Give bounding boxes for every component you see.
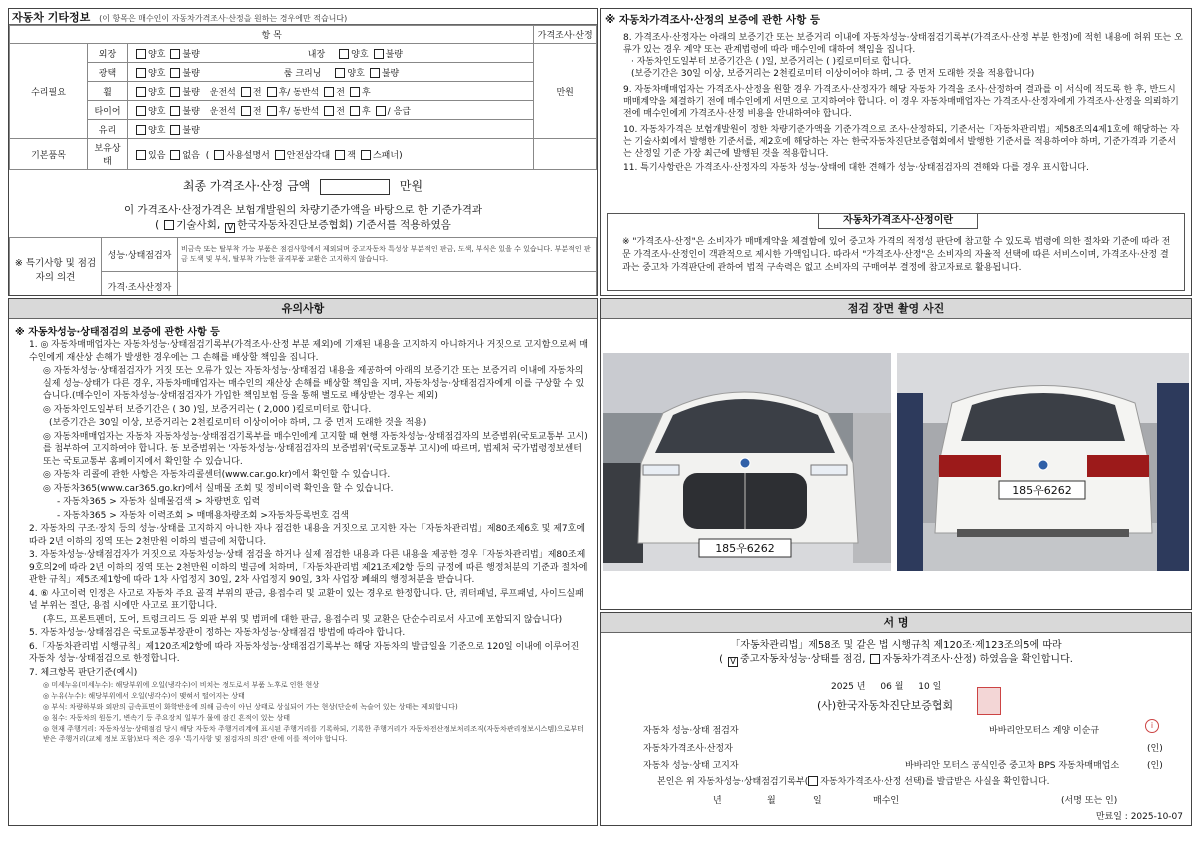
basis-line-2: ( 기술사회,V 한국자동차진단보증협회) 기준서를 적용하였음 (9, 218, 597, 233)
checkbox-manual[interactable] (214, 150, 224, 160)
price-definition-box (607, 213, 1185, 291)
price-assessor-note[interactable] (178, 271, 597, 296)
guarantee-item-9: 9. 자동차매매업자는 가격조사·산정을 원할 경우 가격조사·산정자가 해당 자동차 가격을 조사·산정하여 결과를 이 서식에 적도록 한 후, 반드시 매매계약을 체결하기 전에 매수인에게 서면으로 고지하여야 합니다. 이 경우 자동차매매업자는 가격조사·산정자에게 가격조사·산정을 의뢰하기 전에 매수인에게 가격조사·산정 비용을 안내하여야 합니다. (623, 85, 1179, 119)
buyer-day-label: 일 (813, 796, 822, 806)
note-2: 2. 자동차의 구조·장치 등의 성능·상태를 고지하지 아니한 자나 점검한 내용을 거짓으로 고지한 자는「자동차관리법」제80조제6호 및 제7호에 따라 2년 이하의 징역 또는 2천만원 이하의 벌금에 처합니다. (29, 524, 586, 547)
good-label: 양호 (351, 49, 369, 60)
front-label: 전 (252, 87, 262, 98)
row-wheel: 휠 (88, 82, 128, 101)
price-check-label: 자동차가격조사·산정) 하였음을 확인합니다. (882, 654, 1073, 665)
row-exterior: 외장 (88, 44, 128, 63)
basis-text (9, 203, 597, 233)
final-amount-unit: 만원 (399, 179, 424, 193)
passenger-label: / 동반석 (287, 106, 320, 117)
checkbox-spare[interactable] (376, 106, 386, 116)
checkbox-have[interactable] (136, 150, 146, 160)
other-info-panel (8, 8, 598, 296)
price-assessor-label: 가격·조사산정자 (102, 271, 178, 296)
sig-row-5 (713, 793, 1171, 806)
checkbox-good[interactable] (136, 125, 146, 135)
other-info-note: (이 항목은 매수인이 자동차가격조사·산정을 원하는 경우에만 적습니다) (99, 14, 348, 23)
note-6: 6.「자동차관리법 시행규칙」제120조제2항에 따라 자동차성능·상태점검기록부는 해당 자동차의 발급일을 기준으로 120일 이내에 이루어진 자동차 성능·상태점검으로 한정합니다. (29, 641, 580, 664)
checkbox-front[interactable] (241, 87, 251, 97)
own-label: 보유상태 (88, 139, 128, 170)
checkbox-rear[interactable] (267, 87, 277, 97)
note-3: 3. 자동차성능·상태점검자가 거짓으로 자동차성능·상태 점검을 하거나 실제 점검한 내용과 다른 내용을 제공한 경우「자동차관리법」제80조제9호의2에 따라 2년 이하의 징역 또는 2천만원 이하의 벌금에 처하며,「자동차관리법 제21조제2항 등의 규정에 따른 행정처분의 기준과 절차에 관한 규칙」제5조제1항에 따라 1차 사업정지 30일, 2차 사업정지 90일, 3차 사업장 폐쇄의 행정처분을 받습니다. (29, 550, 588, 585)
price-definition-text: ※ "가격조사·산정"은 소비자가 매매계약을 체결함에 있어 중고차 가격의 적정성 판단에 참고할 수 있도록 법령에 의한 절차와 기준에 따라 전문 가격조사·산정인이 객관적으로 제시한 가액입니다. 따라서 "가격조사·산정"은 소비자의 자율적 선택에 따른 서비스이며, 가격조사·산정 결과는 중고차 가격판단에 관하여 법적 구속력은 없고 소비자의 구매여부 결정에 참고자료로 활용됩니다. (622, 237, 1171, 273)
buyer-signature[interactable]: (서명 또는 인) (1061, 796, 1118, 806)
signature-bar: 서 명 (601, 613, 1191, 633)
checkbox-jack[interactable] (335, 150, 345, 160)
checkbox-rear[interactable] (350, 87, 360, 97)
front-label: 전 (336, 106, 345, 117)
row-tire: 타이어 (88, 101, 128, 120)
bad-label: 불량 (381, 68, 400, 79)
guarantee-item-8b: (보증기간은 30일 이상, 보증거리는 2천킬로미터 이상이어야 하며, 그 중 먼저 도래한 것을 적용합니다) (631, 69, 1035, 79)
price-guarantee-panel (600, 8, 1192, 296)
checkbox-none[interactable] (170, 150, 180, 160)
special-notes-table (9, 237, 597, 297)
notes-title-text: 자동차성능·상태점검의 보증에 관한 사항 등 (28, 327, 220, 338)
row-exterior-opts (128, 44, 534, 63)
rear-car-image (897, 353, 1189, 571)
month-label: 월 (894, 682, 904, 692)
note-1-c: ◎ 자동차인도일부터 보증기간은 ( 30 )일, 보증거리는 ( 2,000 )킬로미터로 합니다. (43, 404, 372, 415)
rear-photo (897, 353, 1189, 571)
receipt-text-a: 본인은 위 자동차성능·상태점검기록부( (657, 777, 809, 787)
notifier-role: 자동차 성능·상태 고지자 (643, 761, 739, 771)
col-item: 항 목 (10, 26, 534, 44)
bad-label: 불량 (182, 125, 200, 136)
bad-label: 불량 (182, 68, 200, 79)
final-amount-field[interactable] (320, 179, 390, 195)
receipt-text-b: 자동차가격조사·산정 선택)를 발급받은 사실을 확인합니다. (820, 777, 1050, 787)
price-guarantee-title-text: 자동차가격조사·산정의 보증에 관한 사항 등 (618, 14, 821, 26)
checkbox-rear[interactable] (267, 106, 277, 116)
rear-plate-text: 185우6262 (1012, 484, 1072, 497)
note-1-g: ◎ 자동차365(www.car365.go.kr)에서 실매물 조회 및 정비이력 확인을 할 수 있습니다. (43, 483, 394, 494)
sign-day: 10 (918, 682, 930, 692)
special-notes-label: ※ 특기사항 및 점검자의 의견 (10, 237, 102, 296)
note-4-b: (후드, 프론트펜더, 도어, 트렁크리드 등 외판 부위 및 범퍼에 대한 판금, 용접수리 및 교환은 단순수리로서 사고에 포함되지 않습니다) (43, 614, 563, 625)
good-label: 양호 (148, 68, 166, 79)
association-name: (사)한국자동차진단보증협회 (817, 699, 954, 712)
signature-statement (601, 639, 1191, 667)
photo-panel (600, 298, 1192, 610)
inspector-seal-icon: i (1145, 719, 1159, 733)
basis-line-1: 이 가격조사·산정가격은 보험개발원의 차량기준가액을 바탕으로 한 기준가격과 (123, 203, 483, 216)
check-criteria (29, 680, 589, 744)
checkbox-good[interactable] (136, 49, 146, 59)
sign-year: 2025 (831, 682, 854, 692)
spare-label: / 응급 (387, 106, 411, 117)
statement-line-2: (V 중고자동차성능·상태를 점검, 자동차가격조사·산정) 하였음을 확인합니다. (601, 653, 1191, 667)
note-5: 5. 자동차성능·상태점검은 국토교통부장관이 정하는 자동차성능·상태점검 방법에 따라야 합니다. (29, 628, 406, 638)
checkbox-good[interactable] (335, 68, 345, 78)
association-seal (977, 687, 1001, 715)
checkbox-condition-check[interactable] (728, 657, 738, 667)
row-wheel-opts (128, 82, 534, 101)
good-label: 양호 (347, 68, 365, 79)
notifier-name: 바바리안 모터스 공식인증 중고차 BPS 자동차매매업소 (905, 761, 1120, 771)
price-guarantee-title: ※ 자동차가격조사·산정의 보증에 관한 사항 등 (605, 14, 821, 26)
note-1-f: ◎ 자동차 리콜에 관한 사항은 자동차리콜센터(www.car.go.kr)에서 확인할 수 있습니다. (43, 470, 391, 480)
assessor-seal: (인) (1147, 744, 1163, 754)
final-amount-label: 최종 가격조사·산정 금액 (182, 179, 311, 193)
note-1-i: - 자동차365 > 자동차 이력조회 > 매매용차량조회 >자동차등록번호 검색 (57, 510, 349, 521)
checkbox-price-check[interactable] (870, 654, 880, 664)
guarantee-item-11: 11. 특기사항란은 가격조사·산정자의 자동차 성능·상태에 대한 견해가 성능·상태점검자의 견해와 다를 경우 표시합니다. (623, 163, 1089, 173)
checkbox-bad[interactable] (374, 49, 384, 59)
row-tire-opts (128, 101, 534, 120)
other-info-table (9, 25, 597, 170)
criteria-5: ◎ 현재 주행거리: 자동차성능·상태점검 당시 해당 자동차 주행거리계에 표시된 주행거리를 기록하되, 기록한 주행거리가 자동차전산정보처리조직(자동차관리정보시스템)으로부터 받은 주행거리(교체 정보 포함)보다 적은 경우 '특기사항 및 점검자의 의견' 란에 이를 적어야 합니다. (43, 725, 584, 743)
none-label: 없음 (182, 150, 200, 161)
guarantee-item-8: 8. 가격조사·산정자는 아래의 보증기간 또는 보증거리 이내에 자동차성능·상태점검기록부(가격조사·산정 부분 한정)에 적힌 내용에 허위 또는 오류가 있는 경우 계약 또는 관계법령에 따라 매수인에 대하여 책임을 집니다. (623, 33, 1183, 55)
rear-label: 후 (361, 87, 371, 98)
sign-date (831, 679, 941, 692)
jack-label: 잭 (347, 150, 356, 161)
checkbox-engineer[interactable] (164, 220, 174, 230)
checkbox-kaida[interactable] (225, 223, 235, 233)
checkbox-good[interactable] (339, 49, 349, 59)
note-7: 7. 체크항목 판단기준(예시) (29, 667, 138, 678)
checkbox-rear[interactable] (350, 106, 360, 116)
checkbox-bad[interactable] (170, 125, 180, 135)
checkbox-bad[interactable] (370, 68, 380, 78)
signature-panel (600, 612, 1192, 826)
sig-row-3 (643, 758, 1161, 771)
other-info-title: 자동차 기타정보 (12, 11, 91, 24)
row-interior: 내장 (307, 49, 326, 60)
note-1-d: (보증기간은 30일 이상, 보증거리는 2천킬로미터 이상이어야 하며, 그 중 먼저 도래한 것을 적용) (49, 418, 427, 428)
buyer-month-label: 월 (767, 796, 776, 806)
checkbox-bad[interactable] (170, 87, 180, 97)
driver-label: 운전석 (209, 87, 236, 98)
assessor-role: 자동차가격조사·산정자 (643, 744, 733, 754)
notes-panel (8, 298, 598, 826)
note-1-b: ◎ 자동차성능·상태점검자가 거짓 또는 오류가 있는 자동차성능·상태점검 내용을 제공하여 아래의 보증기간 또는 보증거리 이내에 자동차의 실제 성능·상태가 다른 경우, 자동차매매업자는 매수인의 재산상 손해를 배상할 책임을 지며, 자동차성능·상태점검자에게 이를 구상할 수 있습니다.(매수인이 자동차성능·상태점검자가 가입한 책임보험 등을 통해 별도로 배상받는 경우는 제외) (43, 366, 585, 401)
notes-title: ※ 자동차성능·상태점검의 보증에 관한 사항 등 (15, 327, 220, 338)
engineer-label: 기술사회, (176, 218, 221, 231)
checkbox-good[interactable] (136, 106, 146, 116)
spanner-label: 스패너 (372, 150, 400, 161)
guarantee-item-10: 10. 자동차가격은 보험개발원이 정한 차량기준가액을 기준가격으로 조사·산정하되, 기준서는「자동차관리법」제58조의4제1호에 해당하는 자는 기술사회에서 발행한 기준서를, 제2호에 해당하는 자는 한국자동차진단보증협회에서 발행한 기준서를 적용하여야 하며, 기준가격과 기준서는 산정일 기준 가장 최근에 발행된 것을 적용합니다. (623, 125, 1180, 159)
day-label: 일 (932, 682, 942, 692)
checkbox-front[interactable] (241, 106, 251, 116)
repair-label: 수리필요 (10, 44, 88, 139)
criteria-3: ◎ 부식: 차량하부와 외판의 금속표면이 화학반응에 의해 금속이 아닌 상태로 상실되어 가는 현상(단순히 녹슬어 있는 상태는 제외합니다) (43, 703, 458, 711)
basic-opts: 있음 없음 ( 사용설명서 안전삼각대 잭 스패너) (128, 139, 534, 170)
inspector-role: 자동차 성능·상태 점검자 (643, 726, 739, 736)
checkbox-front[interactable] (324, 87, 334, 97)
driver-label: 운전석 (209, 106, 236, 117)
row-gloss: 광택 (88, 63, 128, 82)
checkbox-front[interactable] (324, 106, 334, 116)
buyer-year-label: 년 (713, 796, 722, 806)
row-gloss-opts (128, 63, 534, 82)
checkbox-good[interactable] (136, 68, 146, 78)
notes-list (29, 339, 589, 745)
sig-row-4 (657, 774, 1050, 787)
criteria-1: ◎ 미세누유(미세누수): 해당부위에 오일(냉각수)이 비치는 정도로서 부품 노후로 인한 현상 (43, 681, 320, 689)
notifier-seal: (인) (1147, 761, 1163, 771)
rear-label: 후 (278, 106, 288, 117)
notes-bar: 유의사항 (9, 299, 597, 319)
front-photo (603, 353, 891, 571)
front-plate-text: 185우6262 (715, 542, 775, 555)
kaida-label: 한국자동차진단보증협회) 기준서를 적용하였음 (237, 218, 451, 231)
good-label: 양호 (148, 106, 166, 117)
row-glass-opts (128, 120, 534, 139)
row-room-cleaning: 룸 크리닝 (283, 68, 322, 79)
note-1-h: - 자동차365 > 자동차 실매물검색 > 차량번호 입력 (57, 497, 261, 507)
passenger-label: / 동반석 (287, 87, 320, 98)
rear-label: 후 (361, 106, 371, 117)
checkbox-bad[interactable] (170, 106, 180, 116)
statement-line-1: 「자동차관리법」제58조 및 같은 법 시행규칙 제120조·제123조의5에 따라 (730, 640, 1062, 651)
rear-label: 후 (278, 87, 288, 98)
price-definition-title: 자동차가격조사·산정이란 (818, 213, 978, 229)
checkbox-good[interactable] (136, 87, 146, 97)
price-guarantee-list (601, 30, 1191, 174)
good-label: 양호 (148, 125, 166, 136)
inspector-label: 성능·상태점검자 (102, 237, 178, 271)
front-label: 전 (336, 87, 345, 98)
have-label: 있음 (148, 150, 166, 161)
criteria-2: ◎ 누유(누수): 해당부위에서 오일(냉각수)이 맺혀서 떨어지는 상태 (43, 692, 245, 700)
front-label: 전 (252, 106, 262, 117)
inspector-note: 비금속 또는 탈부착 가능 부품은 점검사항에서 제외되며 중고자동차 특성상 부분적인 판금, 도색, 부식은 있을 수 있습니다. 부분적인 판금 도색 및 부식, 탈부착 가능한 골격부품 교환은 고지하지 않습니다. (178, 237, 597, 271)
year-label: 년 (856, 682, 866, 692)
buyer-label: 매수인 (873, 796, 900, 806)
good-label: 양호 (148, 49, 166, 60)
photo-bar: 점검 장면 촬영 사진 (601, 299, 1191, 319)
sig-row-2 (643, 741, 1161, 754)
note-1: 1. ◎ 자동차매매업자는 자동차성능·상태점검기록부(가격조사·산정 부분 제외)에 기재된 내용을 고지하지 아니하거나 거짓으로 고지함으로써 매수인에게 재산상 손해가 발생한 경우에는 그 손해를 배상할 책임을 집니다. (29, 340, 589, 363)
note-4: 4. ⑥ 사고이력 인정은 사고로 자동차 주요 골격 부위의 판금, 용접수리 및 교환이 있는 경우로 한정합니다. 단, 쿼터패널, 루프패널, 사이드실패널 부위는 절단, 용접 시에만 사고로 표기합니다. (29, 588, 584, 611)
expiry-date: 만료일 : 2025-10-07 (1095, 812, 1183, 822)
checkbox-bad[interactable] (170, 49, 180, 59)
col-price: 가격조사·산정 (534, 26, 597, 44)
manual-label: 사용설명서 (226, 150, 270, 161)
guarantee-item-8a: · 자동차인도일부터 보증기간은 ( )일, 보증거리는 ( )킬로미터로 합니다. (631, 57, 912, 67)
bad-label: 불량 (182, 106, 200, 117)
condition-check-label: 중고자동차성능·상태를 점검, (739, 654, 866, 665)
sig-row-1 (643, 723, 1161, 736)
good-label: 양호 (148, 87, 166, 98)
checkbox-bad[interactable] (170, 68, 180, 78)
triangle-label: 안전삼각대 (286, 150, 331, 161)
criteria-4: ◎ 침수: 자동차의 원동기, 변속기 등 주요장치 일부가 물에 잠긴 흔적이 있는 상태 (43, 714, 291, 722)
sign-month: 06 (880, 682, 892, 692)
bad-label: 불량 (385, 49, 403, 60)
basic-label: 기본품목 (10, 139, 88, 170)
bad-label: 불량 (182, 87, 200, 98)
row-glass: 유리 (88, 120, 128, 139)
price-unit: 만원 (534, 44, 597, 139)
checkbox-receipt-price[interactable] (808, 776, 818, 786)
front-car-image (603, 353, 891, 571)
checkbox-spanner[interactable] (361, 150, 371, 160)
final-amount-row (9, 177, 597, 195)
checkbox-triangle[interactable] (275, 150, 285, 160)
inspector-name: 바바리안모터스 계양 이순규 (989, 726, 1100, 736)
bad-label: 불량 (182, 49, 200, 60)
other-info-header (9, 9, 597, 25)
note-1-e: ◎ 자동차매매업자는 자동차 자동차성능·상태점검기록부를 매수인에게 고지할 때 현행 자동차성능·상태점검자의 보증범위(국토교통부 고시)를 첨부하여 고지하여야 합니다. 동 보증범위는 '자동차성능·상태점검자의 보증범위'(국토교통부 고시)에 따르며, 법제처 국가법령정보센터 또는 국토교통부 홈페이지에서 확인할 수 있습니다. (43, 431, 588, 467)
